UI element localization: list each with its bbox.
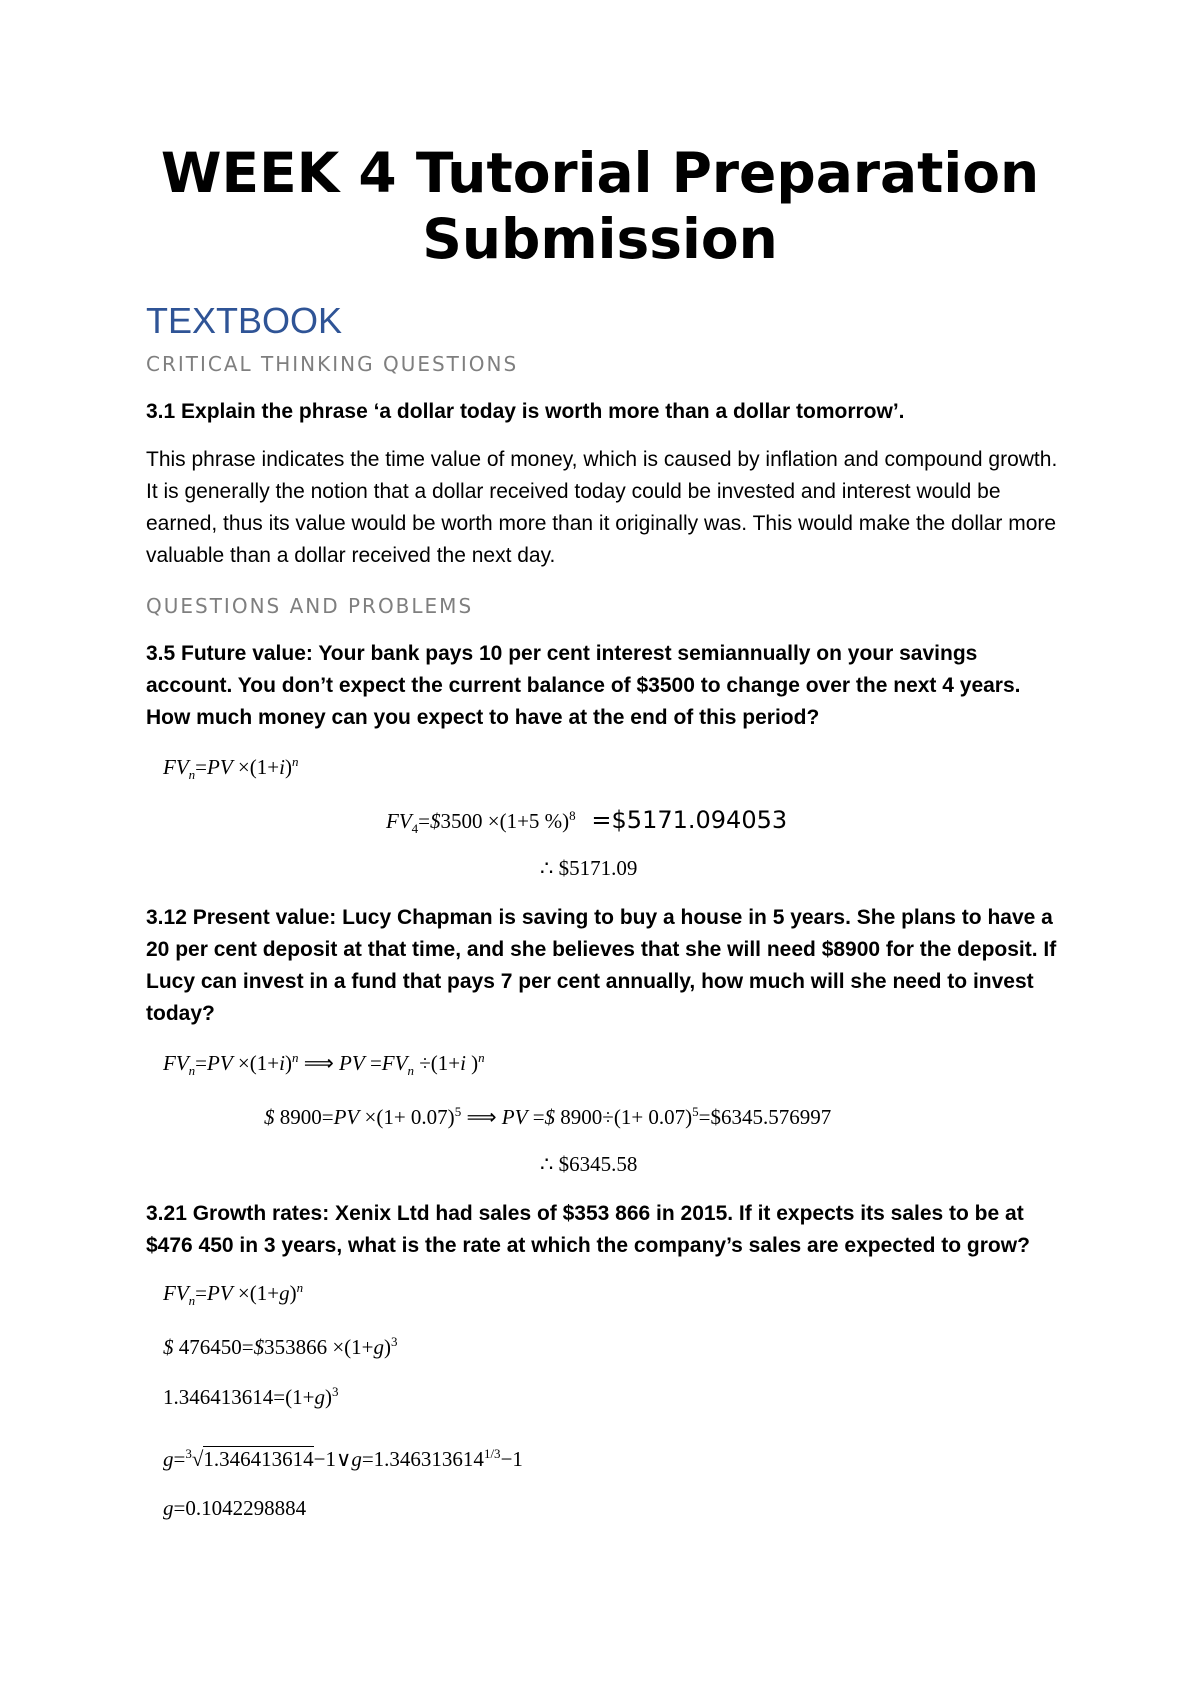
- formula-growth-root: $g=^3√1.346413614-1\vee g=1.346313614^{1/3}-1$: [163, 1446, 523, 1471]
- formula-growth: $FV_n=PV \times(1+g)^n$: [163, 1280, 304, 1309]
- heading-critical-thinking: CRITICAL THINKING QUESTIONS: [146, 352, 519, 376]
- page-title: WEEK 4 Tutorial Preparation Submission: [160, 141, 1040, 271]
- growth-result: 0.1042298884: [185, 1496, 307, 1520]
- formula-growth-sub: $ 476450=$353866 $\times(1+g)^3$: [163, 1334, 398, 1359]
- question-3-1: 3.1 Explain the phrase ‘a dollar today is worth more than a dollar tomorrow’.: [146, 400, 905, 423]
- heading-questions-problems: QUESTIONS AND PROBLEMS: [146, 594, 474, 618]
- growth-ratio: 1.346413614: [163, 1385, 274, 1409]
- question-3-5: 3.5 Future value: Your bank pays 10 per cent interest semiannually on your savings account. You don’t expect the current balance of $3500 to change over the next 4 years. How much money can you expect to have at the end of this period?: [146, 642, 1021, 729]
- answer-3-12-value: $6345.58: [558, 1152, 638, 1176]
- answer-3-5: ∴ $5171.09: [540, 856, 638, 880]
- fv4-result: =$5171.094053: [591, 806, 788, 834]
- answer-3-12: ∴ $6345.58: [540, 1152, 638, 1176]
- formula-pv: $FV_n=PV \times(1+i)^n$ ⟹ PV $=FV_n \div(1+i$ )$^n$: [163, 1050, 485, 1079]
- answer-3-1: This phrase indicates the time value of money, which is caused by inflation and compound growth. It is generally the notion that a dollar received today could be invested and interest would be earned, thus its value would be worth more than it originally was. This would make the dollar more valuable than a dollar received the next day.: [146, 448, 1058, 567]
- formula-growth-result: g=0.1042298884: [163, 1496, 307, 1520]
- question-3-21: 3.21 Growth rates: Xenix Ltd had sales of $353 866 in 2015. If it expects its sales to be at $476 450 in 3 years, what is the rate at which the company’s sales are expected to grow?: [146, 1202, 1030, 1257]
- formula-growth-ratio: $1.346413614=(1+g)^3$: [163, 1384, 339, 1409]
- answer-3-5-value: $5171.09: [558, 856, 638, 880]
- question-3-12: 3.12 Present value: Lucy Chapman is saving to buy a house in 5 years. She plans to have a 20 per cent deposit at that time, and she believes that she will need $8900 for the deposit. If Lucy can invest in a fund that pays 7 per cent annually, how much will she need to invest today?: [146, 906, 1057, 1025]
- formula-fv: $FV_n=PV \times(1+i)^n$: [163, 754, 299, 783]
- formula-fv4: $FV_4=\$3500 \times(1+5$ %)$^8$ =$5171.094053: [386, 806, 788, 837]
- formula-pv-calc: $ $8900=PV \times(1+ 0.07)^5$ ⟹ PV =$ $8900\div(1+ 0.07)^5=\$6345.576997$: [264, 1104, 832, 1129]
- heading-textbook: TEXTBOOK: [146, 300, 343, 341]
- pv-result: $6345.576997: [710, 1105, 832, 1129]
